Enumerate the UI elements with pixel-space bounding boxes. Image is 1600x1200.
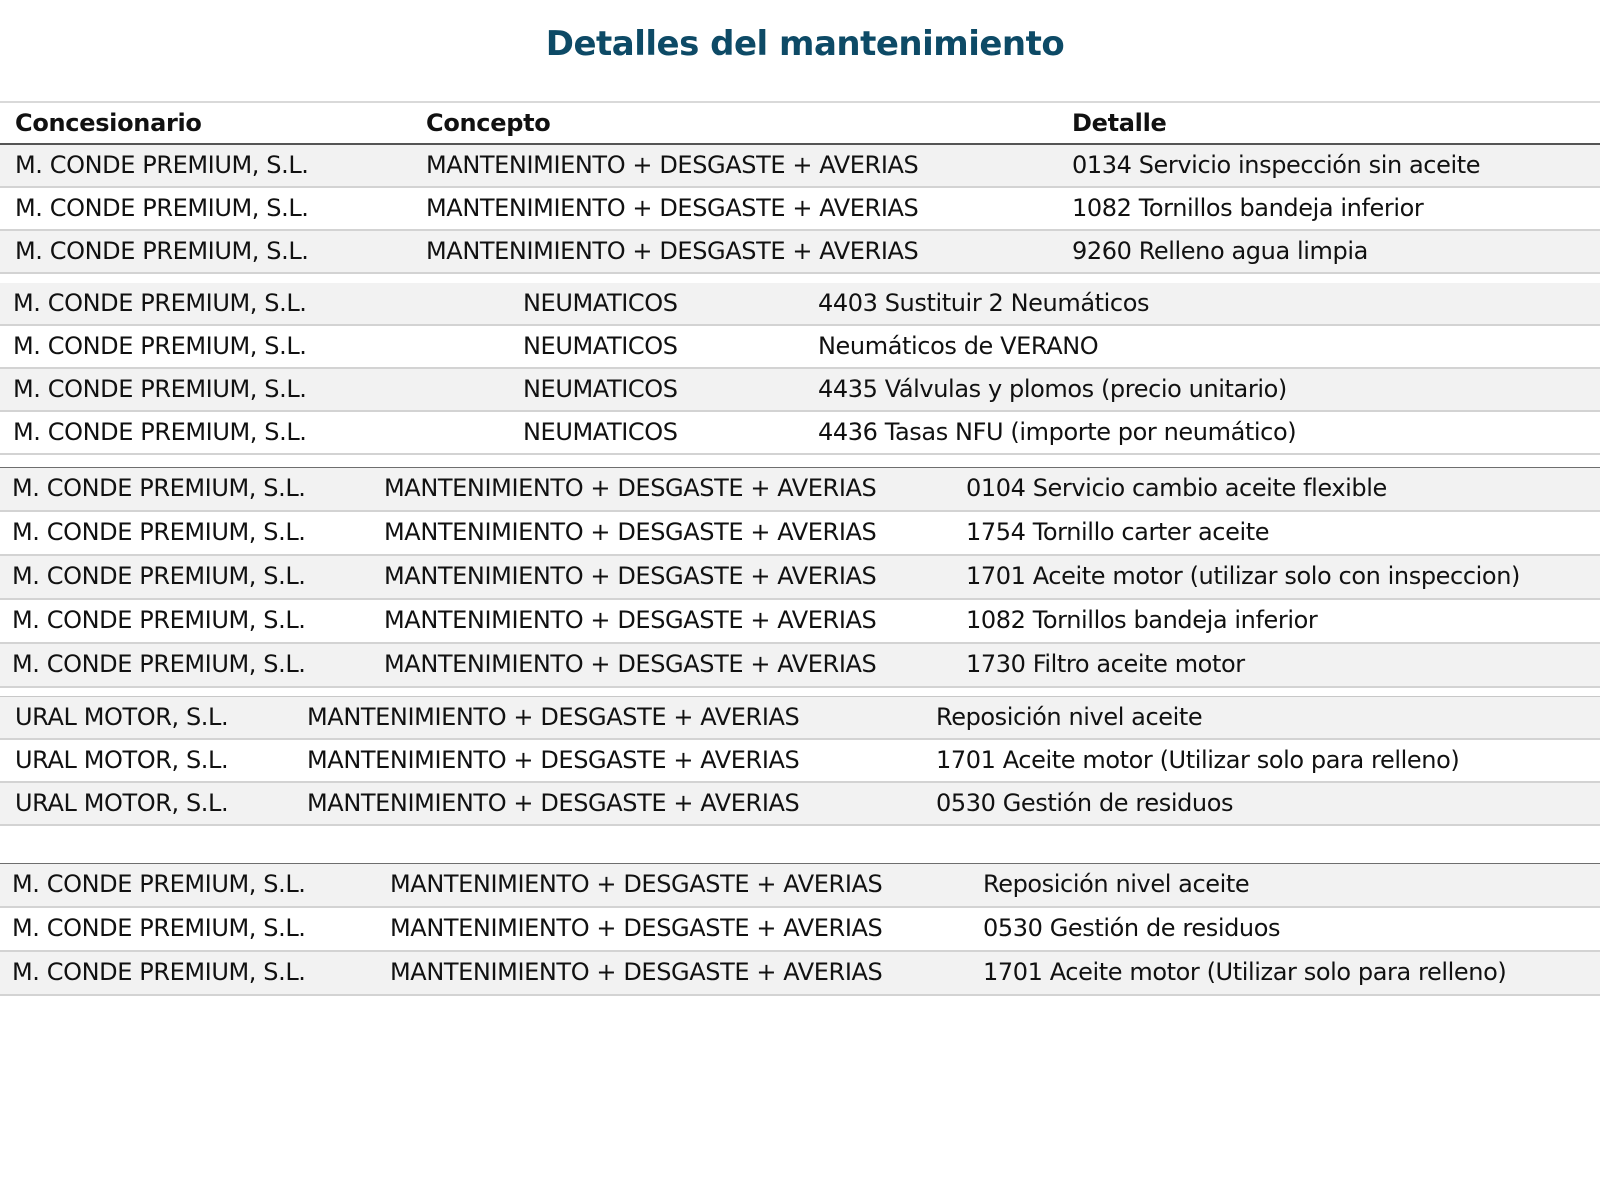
table-row [0,283,1600,326]
cell-concesionario: M. CONDE PREMIUM, S.L. [12,562,306,590]
table-row [0,556,1600,600]
cell-concesionario: M. CONDE PREMIUM, S.L. [12,518,306,546]
cell-detalle: Reposición nivel aceite [936,703,1203,731]
table-row [0,783,1600,826]
cell-concepto: MANTENIMIENTO + DESGASTE + AVERIAS [384,562,877,590]
page-title: Detalles del mantenimiento [545,24,1065,64]
cell-detalle: Reposición nivel aceite [983,870,1250,898]
cell-detalle: 4403 Sustituir 2 Neumáticos [818,289,1150,317]
table-row [0,864,1600,908]
table-row [0,468,1600,512]
cell-detalle: 1754 Tornillo carter aceite [966,518,1270,546]
table-row [0,188,1600,231]
table-row [0,145,1600,188]
table-row [0,369,1600,412]
cell-concepto: NEUMATICOS [523,289,678,317]
header-concepto: Concepto [426,109,551,137]
cell-detalle: 4436 Tasas NFU (importe por neumático) [818,418,1297,446]
cell-concepto: NEUMATICOS [523,418,678,446]
table-row [0,908,1600,952]
table-block-4 [0,697,1600,826]
table-block-2 [0,283,1600,455]
table-row [0,412,1600,455]
cell-detalle: 1701 Aceite motor (utilizar solo con inspeccion) [966,562,1520,590]
cell-concepto: MANTENIMIENTO + DESGASTE + AVERIAS [390,870,883,898]
cell-concesionario: M. CONDE PREMIUM, S.L. [12,474,306,502]
cell-concesionario: M. CONDE PREMIUM, S.L. [12,870,306,898]
table-header [0,101,1600,145]
cell-concepto: NEUMATICOS [523,375,678,403]
cell-concesionario: M. CONDE PREMIUM, S.L. [13,332,307,360]
cell-concepto: MANTENIMIENTO + DESGASTE + AVERIAS [307,703,800,731]
cell-concepto: MANTENIMIENTO + DESGASTE + AVERIAS [390,958,883,986]
table-block-1 [0,145,1600,274]
cell-detalle: 0530 Gestión de residuos [983,914,1281,942]
cell-concesionario: M. CONDE PREMIUM, S.L. [15,237,309,265]
cell-concesionario: M. CONDE PREMIUM, S.L. [12,914,306,942]
cell-concesionario: M. CONDE PREMIUM, S.L. [13,289,307,317]
cell-concepto: MANTENIMIENTO + DESGASTE + AVERIAS [307,789,800,817]
cell-concepto: MANTENIMIENTO + DESGASTE + AVERIAS [384,474,877,502]
cell-concepto: MANTENIMIENTO + DESGASTE + AVERIAS [426,194,919,222]
cell-detalle: 9260 Relleno agua limpia [1072,237,1368,265]
table-row [0,600,1600,644]
cell-detalle: 0104 Servicio cambio aceite flexible [966,474,1387,502]
cell-concesionario: URAL MOTOR, S.L. [15,789,229,817]
cell-concepto: MANTENIMIENTO + DESGASTE + AVERIAS [426,237,919,265]
cell-detalle: 1730 Filtro aceite motor [966,650,1245,678]
table-row [0,740,1600,783]
table-row [0,644,1600,688]
cell-concesionario: URAL MOTOR, S.L. [15,703,229,731]
cell-detalle: 4435 Válvulas y plomos (precio unitario) [818,375,1287,403]
cell-concesionario: M. CONDE PREMIUM, S.L. [12,650,306,678]
cell-detalle: 1082 Tornillos bandeja inferior [966,606,1318,634]
cell-detalle: Neumáticos de VERANO [818,332,1099,360]
cell-detalle: 1082 Tornillos bandeja inferior [1072,194,1424,222]
cell-concesionario: URAL MOTOR, S.L. [15,746,229,774]
cell-concesionario: M. CONDE PREMIUM, S.L. [15,194,309,222]
cell-concepto: MANTENIMIENTO + DESGASTE + AVERIAS [307,746,800,774]
cell-detalle: 1701 Aceite motor (Utilizar solo para relleno) [983,958,1507,986]
cell-concepto: MANTENIMIENTO + DESGASTE + AVERIAS [426,151,919,179]
cell-concepto: MANTENIMIENTO + DESGASTE + AVERIAS [390,914,883,942]
cell-concesionario: M. CONDE PREMIUM, S.L. [12,958,306,986]
cell-concepto: MANTENIMIENTO + DESGASTE + AVERIAS [384,606,877,634]
header-detalle: Detalle [1072,109,1167,137]
table-row [0,697,1600,740]
cell-concesionario: M. CONDE PREMIUM, S.L. [13,418,307,446]
table-block-3 [0,468,1600,688]
cell-concesionario: M. CONDE PREMIUM, S.L. [13,375,307,403]
cell-concesionario: M. CONDE PREMIUM, S.L. [12,606,306,634]
cell-detalle: 0530 Gestión de residuos [936,789,1234,817]
cell-concepto: MANTENIMIENTO + DESGASTE + AVERIAS [384,518,877,546]
table-row [0,512,1600,556]
table-row [0,326,1600,369]
cell-concesionario: M. CONDE PREMIUM, S.L. [15,151,309,179]
cell-detalle: 0134 Servicio inspección sin aceite [1072,151,1481,179]
header-concesionario: Concesionario [15,109,202,137]
table-row [0,231,1600,274]
cell-detalle: 1701 Aceite motor (Utilizar solo para relleno) [936,746,1460,774]
cell-concepto: MANTENIMIENTO + DESGASTE + AVERIAS [384,650,877,678]
table-row [0,952,1600,996]
table-block-5 [0,864,1600,996]
cell-concepto: NEUMATICOS [523,332,678,360]
